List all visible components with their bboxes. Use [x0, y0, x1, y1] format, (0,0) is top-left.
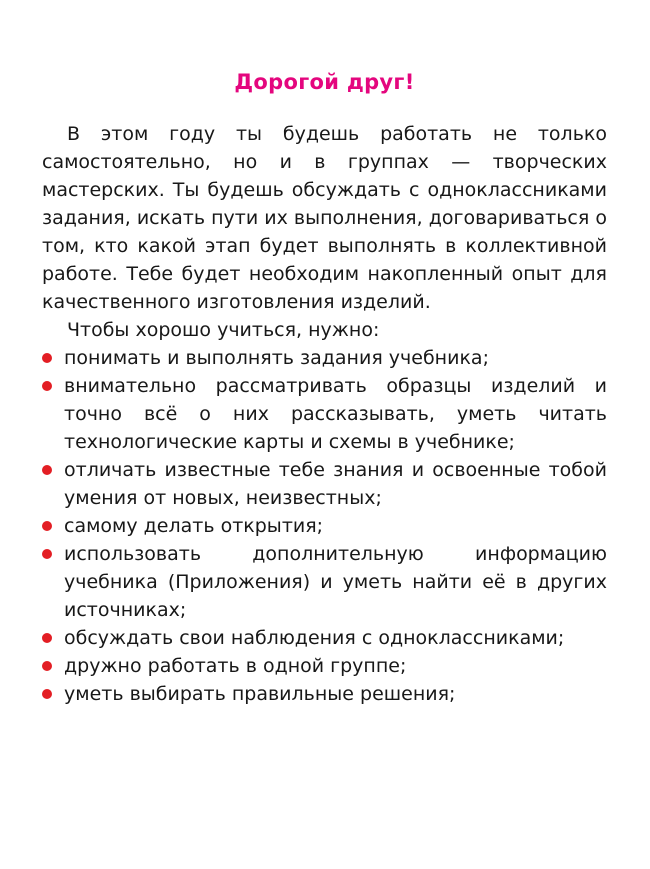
list-item [42, 540, 607, 624]
list-item [42, 680, 607, 708]
list-item-text: отличать известные тебе знания и освоенные тобой умения от новых, неизвестных; [64, 459, 607, 509]
requirements-list [42, 344, 607, 708]
bullet-icon [42, 549, 52, 559]
bullet-icon [42, 661, 52, 671]
list-item [42, 456, 607, 512]
list-item-text: понимать и выполнять задания учебника; [64, 347, 489, 369]
list-item [42, 372, 607, 456]
list-item-text: использовать дополнительную информацию учебника (Приложения) и уметь найти её в других источниках; [64, 543, 607, 621]
list-item-text: внимательно рассматривать образцы изделий и точно всё о них рассказывать, уметь читать технологические карты и схемы в учебнике; [64, 375, 607, 453]
bullet-icon [42, 353, 52, 363]
bullet-icon [42, 689, 52, 699]
list-item [42, 652, 607, 680]
list-item-text: самому делать открытия; [64, 515, 324, 537]
list-intro: Чтобы хорошо учиться, нужно: [67, 319, 380, 341]
bullet-icon [42, 633, 52, 643]
page-title: Дорогой друг! [234, 70, 415, 94]
list-item-text: обсуждать свои наблюдения с одноклассниками; [64, 627, 565, 649]
list-item-text: уметь выбирать правильные решения; [64, 683, 456, 705]
intro-paragraph: В этом году ты будешь работать не только самостоятельно, но и в группах — творческих мастерских. Ты будешь обсуждать с одноклассниками задания, искать пути их выполнения, договариваться о том, кто какой этап будет выполнять в коллективной работе. Тебе будет необходим накопленный опыт для качественного изготовления изделий. [42, 123, 607, 313]
bullet-icon [42, 521, 52, 531]
list-item [42, 344, 607, 372]
list-item-text: дружно работать в одной группе; [64, 655, 407, 677]
list-item [42, 512, 607, 540]
list-item [42, 624, 607, 652]
bullet-icon [42, 465, 52, 475]
bullet-icon [42, 381, 52, 391]
